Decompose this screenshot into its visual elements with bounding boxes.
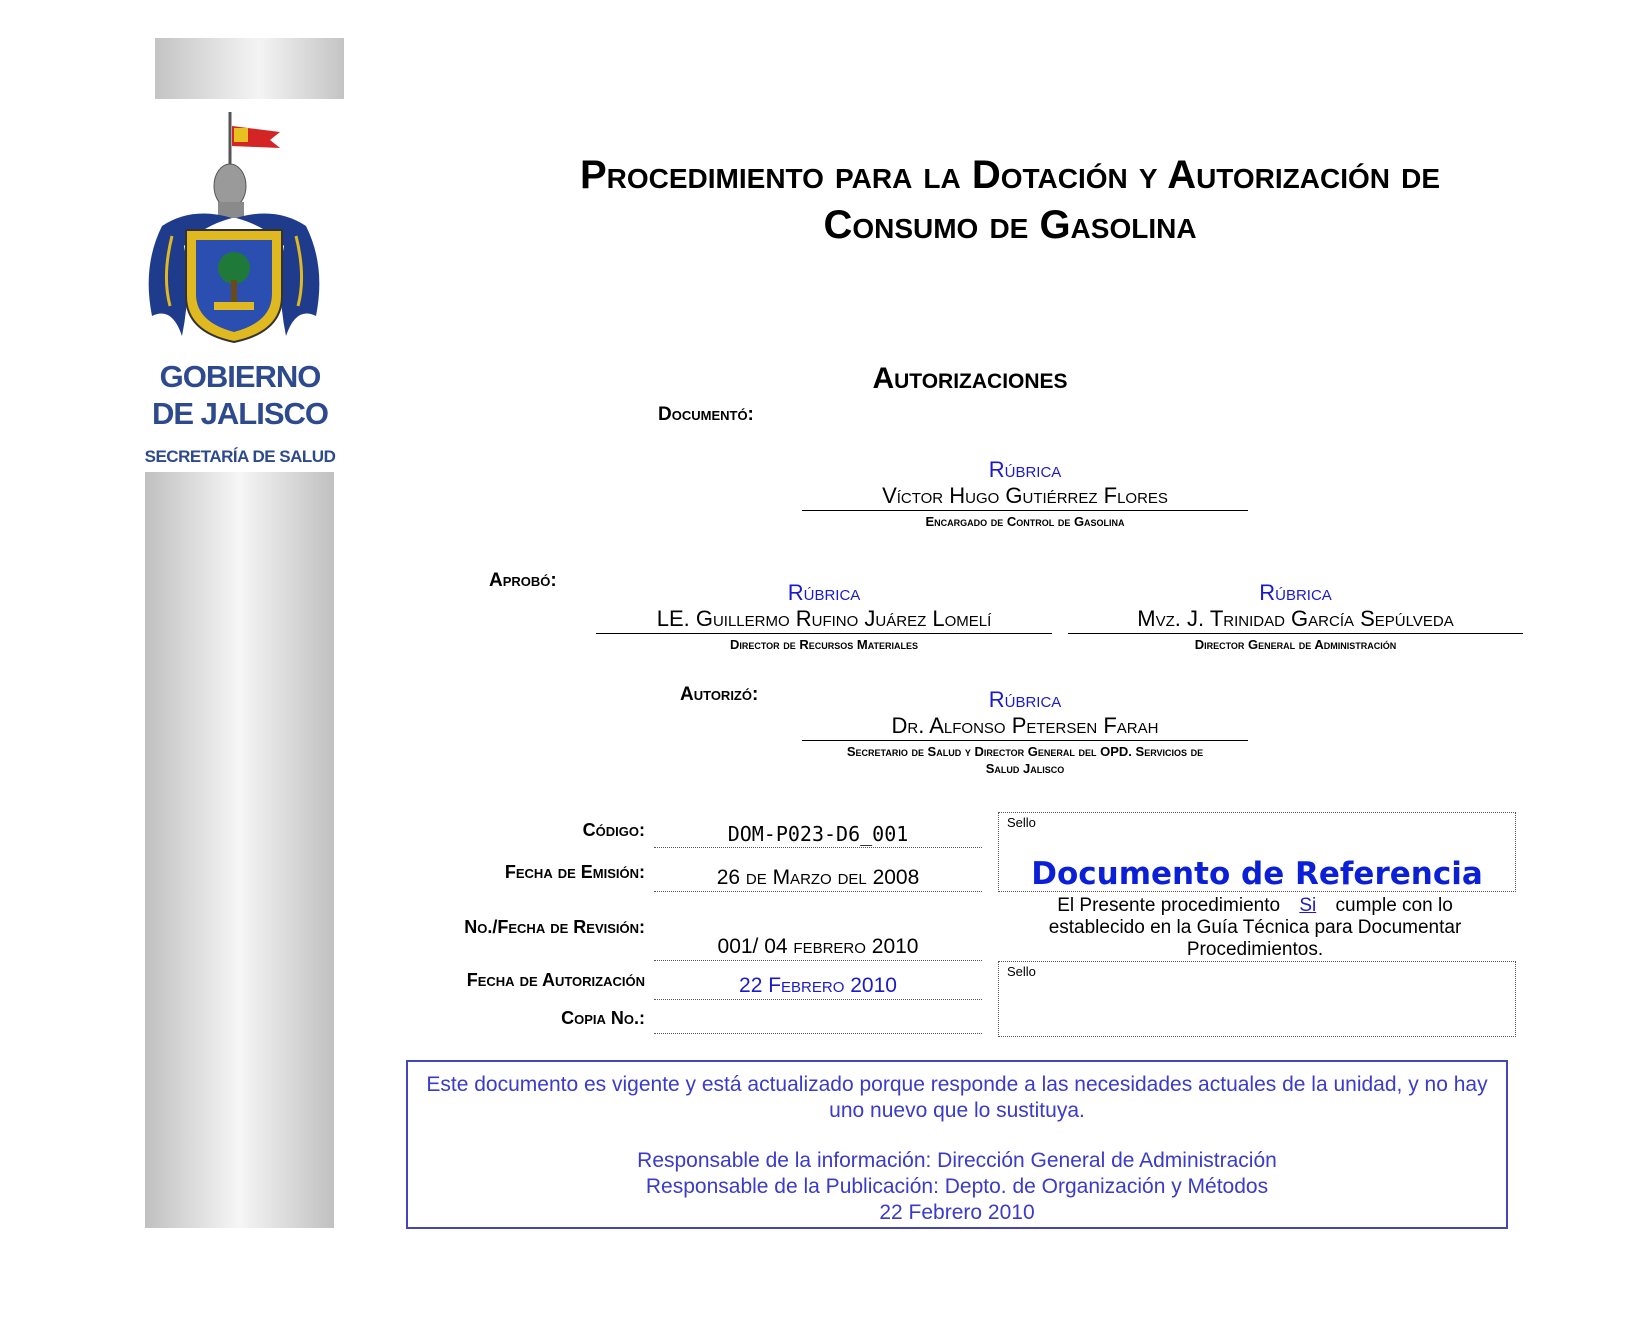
signer-name: Víctor Hugo Gutiérrez Flores <box>802 483 1248 511</box>
signature-aprobo-1 <box>596 580 1052 653</box>
validity-notice-box <box>406 1060 1508 1229</box>
sello-label: Sello <box>1007 964 1036 979</box>
emision-label: Fecha de Emisión: <box>504 862 645 882</box>
rubrica-label: Rúbrica <box>787 580 861 605</box>
signer-position: Encargado de Control de Gasolina <box>925 514 1125 529</box>
validity-statement: Este documento es vigente y está actualizado porque responde a las necesidades actuales de la unidad, y no hay uno nuevo que lo sustituya. <box>426 1073 1488 1122</box>
copia-label: Copia No.: <box>561 1008 645 1028</box>
signer-position: Director de Recursos Materiales <box>729 637 919 652</box>
sidebar-column-gradient <box>145 472 334 1228</box>
signature-autorizo <box>802 687 1248 777</box>
responsable-informacion: Responsable de la información: Dirección General de Administración <box>637 1149 1277 1172</box>
rubrica-label: Rúbrica <box>1259 580 1332 605</box>
signer-name: Dr. Alfonso Petersen Farah <box>802 713 1248 741</box>
signature-aprobo-2 <box>1068 580 1523 653</box>
reference-statement <box>1030 895 1480 961</box>
signer-position: Director General de Administración <box>1194 637 1397 652</box>
revision-value: 001/ 04 febrero 2010 <box>654 935 982 961</box>
rubrica-label: Rúbrica <box>988 687 1062 712</box>
responsable-publicacion: Responsable de la Publicación: Depto. de Organización y Métodos <box>645 1175 1269 1198</box>
secretaria-label: SECRETARÍA DE SALUD <box>144 447 336 466</box>
revision-label: No./Fecha de Revisión: <box>464 917 645 937</box>
reference-text-after: cumple con lo establecido en la Guía Técnica para Documentar Procedimientos. <box>1048 895 1462 960</box>
gov-line-2: DE JALISCO <box>151 396 329 431</box>
copia-value <box>654 1008 982 1034</box>
authorizations-heading: Autorizaciones <box>872 362 1068 395</box>
emision-value: 26 de Marzo del 2008 <box>654 866 982 892</box>
government-name <box>140 358 340 432</box>
sidebar-top-gradient <box>155 38 344 99</box>
jalisco-crest-icon <box>142 106 326 346</box>
title-line-2: Consumo de Gasolina <box>823 203 1197 247</box>
signer-name: Mvz. J. Trinidad García Sepúlveda <box>1068 606 1523 634</box>
gov-line-1: GOBIERNO <box>159 359 321 394</box>
signer-name: LE. Guillermo Rufino Juárez Lomelí <box>596 606 1052 634</box>
autorizacion-value: 22 Febrero 2010 <box>654 974 982 1000</box>
rubrica-label: Rúbrica <box>988 457 1062 482</box>
aprobo-label: Aprobó: <box>489 570 557 591</box>
signature-documento <box>802 457 1248 530</box>
footer-date: 22 Febrero 2010 <box>879 1201 1035 1224</box>
title-line-1: Procedimiento para la Dotación y Autorización de <box>579 153 1441 197</box>
signer-position-line-2: Salud Jalisco <box>985 761 1065 776</box>
reference-text-before: El Presente procedimiento <box>1057 895 1286 916</box>
documento-label: Documentó: <box>658 404 754 425</box>
sello-label: Sello <box>1007 815 1036 830</box>
codigo-label: Código: <box>582 820 645 840</box>
document-title <box>480 150 1540 250</box>
codigo-value: DOM-P023-D6_001 <box>654 822 982 848</box>
reference-answer: Si <box>1299 895 1317 916</box>
signer-position-line-1: Secretario de Salud y Director General del OPD. Servicios de <box>846 744 1204 759</box>
autorizo-label: Autorizó: <box>680 684 759 705</box>
reference-document-title: Documento de Referencia <box>1031 856 1483 892</box>
autorizacion-label: Fecha de Autorización <box>466 970 645 990</box>
sello-box-2 <box>998 961 1516 1037</box>
